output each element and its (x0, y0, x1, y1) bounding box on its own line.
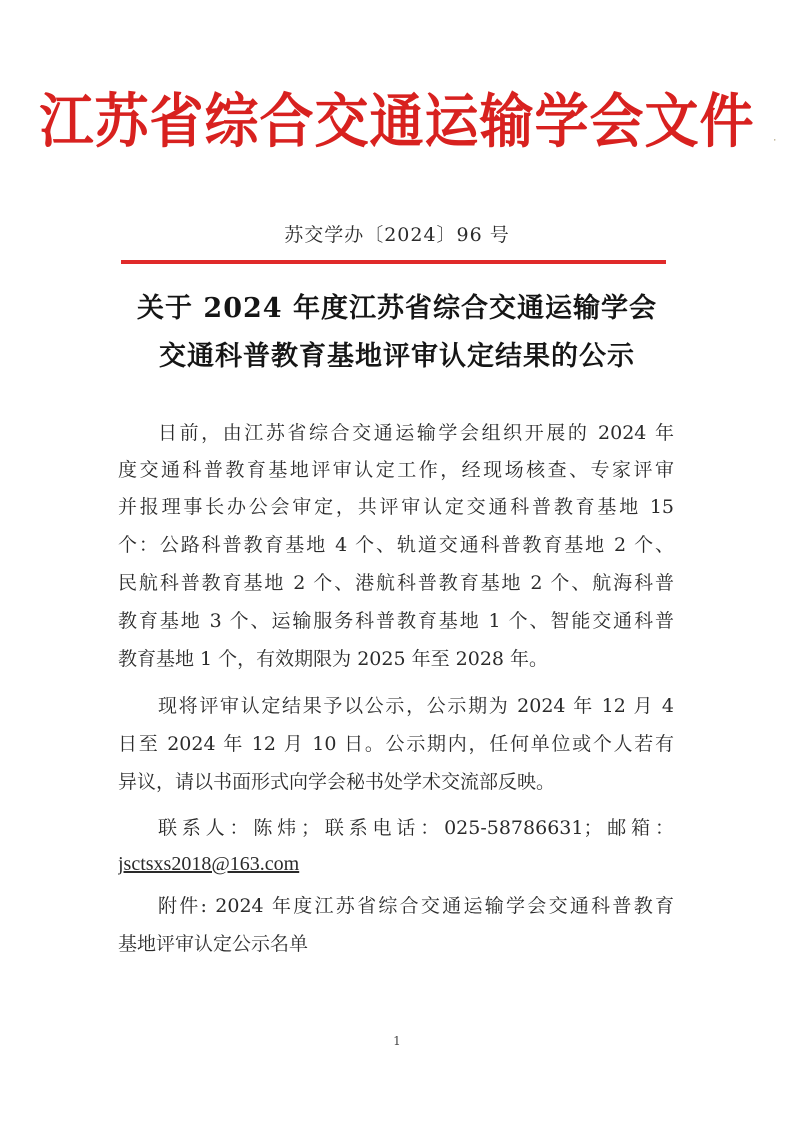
attachment-line: 附件: 2024 年度江苏省综合交通运输学会交通科普教育 (158, 895, 674, 917)
contact-line: 联系人：陈炜；联系电话：025-58786631；邮箱： (158, 817, 674, 839)
body-line: 教育基地 1 个，有效期限为 2025 年至 2028 年。 (118, 648, 549, 670)
attachment-line: 基地评审认定公示名单 (118, 933, 309, 955)
red-divider (121, 260, 666, 264)
document-number: 苏交学办〔2024〕96 号 (284, 224, 510, 246)
body-line: 现将评审认定结果予以公示，公示期为 2024 年 12 月 4 (158, 695, 674, 717)
org-title: 江苏省综合交通运输学会文件 (39, 86, 755, 156)
body-line: 教育基地 3 个、运输服务科普教育基地 1 个、智能交通科普 (118, 610, 674, 632)
title-line-2: 交通科普教育基地评审认定结果的公示 (159, 341, 635, 372)
body-line: 度交通科普教育基地评审认定工作，经现场核查、专家评审 (118, 459, 674, 481)
body-line: 异议，请以书面形式向学会秘书处学术交流部反映。 (118, 771, 556, 793)
scan-mark: ˙ (772, 138, 778, 151)
title-line-1: 关于 2024 年度江苏省综合交通运输学会 (137, 293, 657, 324)
body-line: 民航科普教育基地 2 个、港航科普教育基地 2 个、航海科普 (118, 572, 674, 594)
body-line: 个：公路科普教育基地 4 个、轨道交通科普教育基地 2 个、 (118, 534, 674, 556)
page-number: 1 (393, 1034, 401, 1048)
email-line (118, 851, 674, 877)
email-link[interactable]: jsctsxs2018@163.com (118, 853, 300, 875)
body-line: 并报理事长办公会审定，共评审认定交通科普教育基地 15 (118, 496, 674, 518)
body-line: 日至 2024 年 12 月 10 日。公示期内，任何单位或个人若有 (118, 733, 674, 755)
body-line: 日前，由江苏省综合交通运输学会组织开展的 2024 年 (158, 422, 674, 444)
